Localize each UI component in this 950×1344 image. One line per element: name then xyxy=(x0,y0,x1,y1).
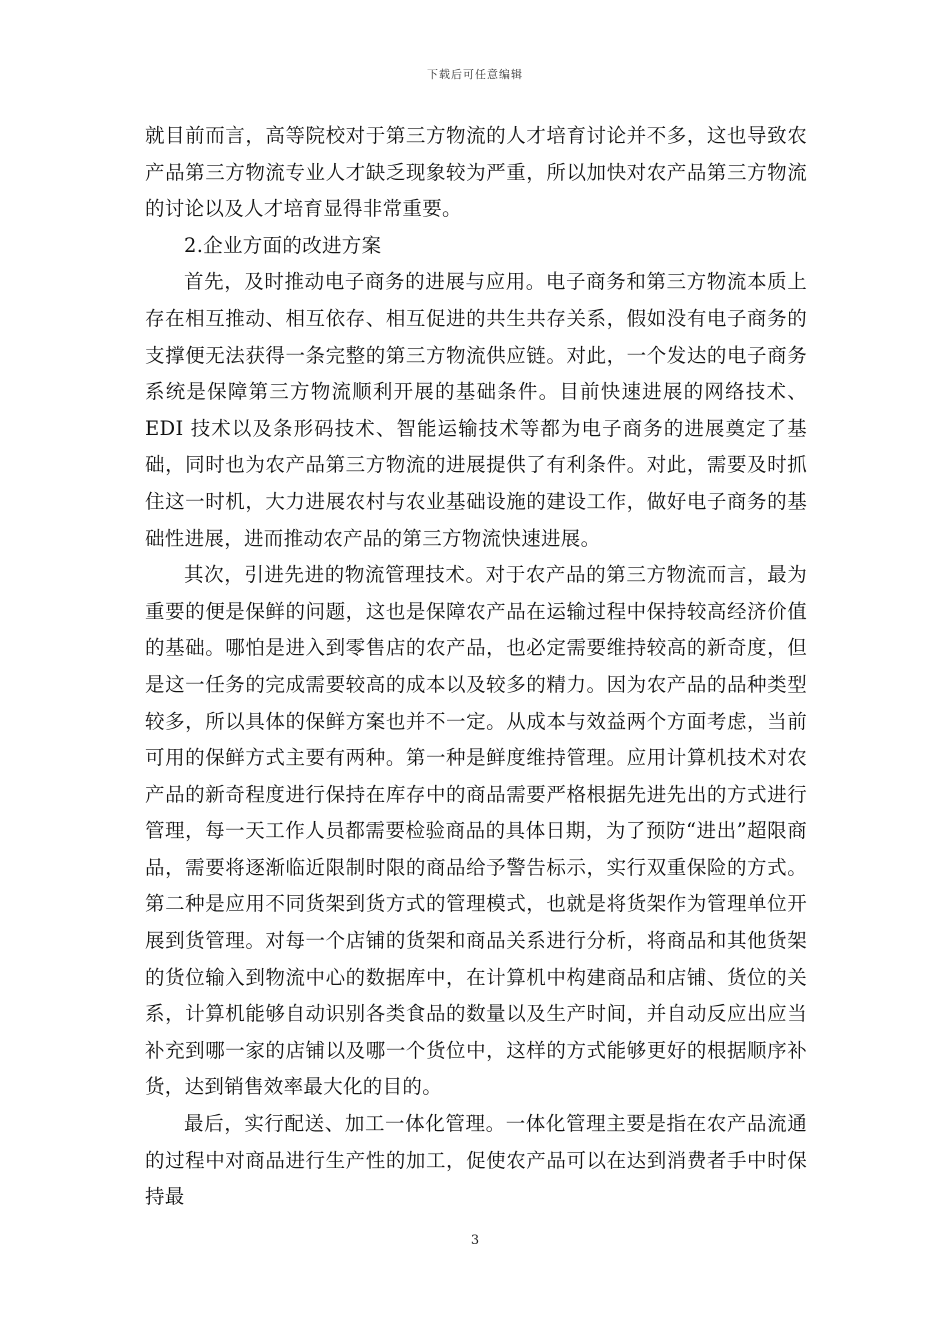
paragraph-logistics-technology: 其次，引进先进的物流管理技术。对于农产品的第三方物流而言，最为重要的便是保鲜的问题，这也是保障农产品在运输过程中保持较高经济价值的基础。哪怕是进入到零售店的农产品，也必定需要维持较高的新奇度，但是这一任务的完成需要较高的成本以及较多的精力。因为农产品的品种类型较多，所以具体的保鲜方案也并不一定。从成本与效益两个方面考虑，当前可用的保鲜方式主要有两种。第一种是鲜度维持管理。应用计算机技术对农产品的新奇程度进行保持在库存中的商品需要严格根据先进先出的方式进行管理，每一天工作人员都需要检验商品的具体日期，为了预防“进出”超限商品，需要将逐渐临近限制时限的商品给予警告标示，实行双重保险的方式。第二种是应用不同货架到货方式的管理模式，也就是将货架作为管理单位开展到货管理。对每一个店铺的货架和商品关系进行分析，将商品和其他货架的货位输入到物流中心的数据库中，在计算机中构建商品和店铺、货位的关系，计算机能够自动识别各类食品的数量以及生产时间，并自动反应出应当补充到哪一家的店铺以及哪一个货位中，这样的方式能够更好的根据顺序补货，达到销售效率最大化的目的。 xyxy=(145,563,807,1099)
paragraph-talent-training: 就目前而言，高等院校对于第三方物流的人才培育讨论并不多，这也导致农产品第三方物流专业人才缺乏现象较为严重，所以加快对农产品第三方物流的讨论以及人才培育显得非常重要。 xyxy=(145,124,807,221)
section-heading-enterprise: 2.企业方面的改进方案 xyxy=(184,233,382,257)
page-number: 3 xyxy=(470,1233,480,1248)
paragraph-ecommerce: 首先，及时推动电子商务的进展与应用。电子商务和第三方物流本质上存在相互推动、相互依存、相互促进的共生共存关系，假如没有电子商务的支撑便无法获得一条完整的第三方物流供应链。对此，一个发达的电子商务系统是保障第三方物流顺利开展的基础条件。目前快速进展的网络技术、EDI 技术以及条形码技术、智能运输技术等都为电子商务的进展奠定了基础，同时也为农产品第三方物流的进展提供了有利条件。对此，需要及时抓住这一时机，大力进展农村与农业基础设施的建设工作，做好电子商务的基础性进展，进而推动农产品的第三方物流快速进展。 xyxy=(145,270,807,550)
document-body xyxy=(145,118,807,1216)
page-header: 下载后可任意编辑 xyxy=(427,68,523,81)
paragraph-integrated-management: 最后，实行配送、加工一体化管理。一体化管理主要是指在农产品流通的过程中对商品进行生产性的加工，促使农产品可以在达到消费者手中时保持最 xyxy=(145,1112,807,1209)
